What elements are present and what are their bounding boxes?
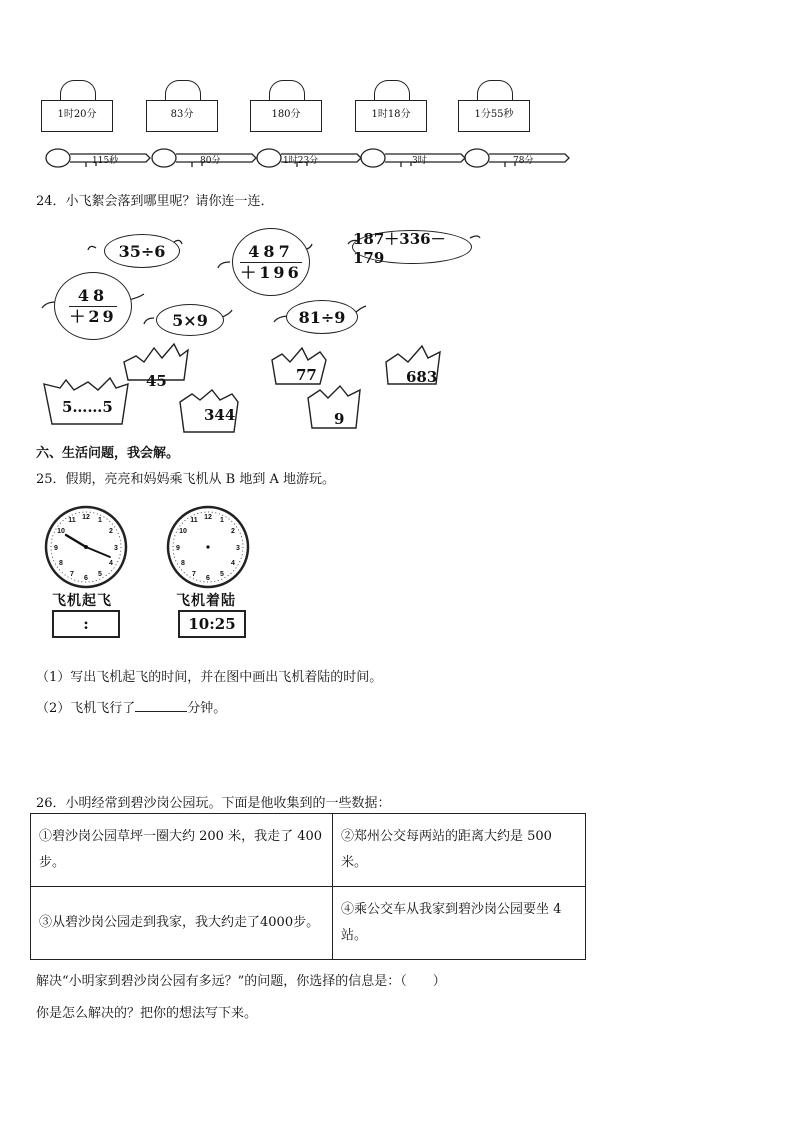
q25-title: 25．假期，亮亮和妈妈乘飞机从 B 地到 A 地游玩。 bbox=[36, 472, 336, 487]
keys-drawing bbox=[0, 140, 794, 180]
cloud-487-plus-196[interactable] bbox=[232, 228, 310, 296]
svg-text:9: 9 bbox=[176, 545, 180, 552]
cloud-top-number: 487 bbox=[248, 241, 294, 261]
key-2-label: 80分 bbox=[200, 156, 221, 166]
info-cell-4: ④乘公交车从我家到碧沙岗公园要坐 4 站。 bbox=[333, 887, 586, 960]
cloud-expression: 5×9 bbox=[172, 310, 208, 330]
takeoff-caption: 飞机起飞 bbox=[52, 593, 112, 609]
cloud-bottom-number: ＋29 bbox=[69, 306, 117, 326]
cloud-5-times-9[interactable] bbox=[156, 304, 224, 336]
table-row bbox=[31, 887, 586, 960]
grass-344[interactable]: 344 bbox=[204, 406, 236, 424]
svg-text:2: 2 bbox=[109, 528, 113, 535]
svg-text:12: 12 bbox=[82, 514, 90, 521]
grass-9[interactable]: 9 bbox=[334, 410, 345, 428]
cloud-expression: 81÷9 bbox=[298, 307, 346, 327]
svg-text:8: 8 bbox=[59, 560, 63, 567]
minutes-blank[interactable] bbox=[135, 699, 187, 712]
cloud-bottom-number: ＋196 bbox=[240, 262, 302, 282]
info-cell-1: ①碧沙岗公园草坪一圈大约 200 米，我走了 400 步。 bbox=[31, 814, 333, 887]
lock-shackle bbox=[477, 80, 513, 101]
section-6-title: 六、生活问题，我会解。 bbox=[36, 446, 180, 461]
svg-text:11: 11 bbox=[190, 517, 198, 524]
svg-text:12: 12 bbox=[204, 514, 212, 521]
key-3-label: 1时23分 bbox=[283, 156, 319, 166]
svg-text:6: 6 bbox=[206, 575, 210, 582]
svg-text:11: 11 bbox=[68, 517, 76, 524]
q25-sub2-prefix: （2）飞机飞行了 bbox=[36, 701, 136, 716]
clock-landing bbox=[166, 505, 250, 589]
svg-text:8: 8 bbox=[181, 560, 185, 567]
lock-shackle bbox=[165, 80, 201, 101]
svg-text:1: 1 bbox=[98, 517, 102, 524]
q26-title: 26．小明经常到碧沙岗公园玩。下面是他收集到的一些数据： bbox=[36, 796, 391, 811]
lock-shackle bbox=[60, 80, 96, 101]
svg-text:3: 3 bbox=[114, 545, 118, 552]
svg-text:5: 5 bbox=[220, 571, 224, 578]
grass-5-rem-5[interactable]: 5……5 bbox=[62, 398, 113, 416]
table-row bbox=[31, 814, 586, 887]
info-cell-2: ②郑州公交每两站的距离大约是 500米。 bbox=[333, 814, 586, 887]
info-table bbox=[30, 813, 586, 960]
svg-text:4: 4 bbox=[231, 560, 235, 567]
takeoff-time-box[interactable]: : bbox=[52, 610, 120, 638]
grass-tufts bbox=[0, 340, 794, 440]
grass-683[interactable]: 683 bbox=[406, 368, 438, 386]
svg-text:2: 2 bbox=[231, 528, 235, 535]
q25-sub2-suffix: 分钟。 bbox=[187, 701, 227, 716]
svg-text:10: 10 bbox=[57, 528, 65, 535]
key-1-label: 115秒 bbox=[92, 156, 119, 166]
q26-question: 解决“小明家到碧沙岗公园有多远？”的问题，你选择的信息是：（ ） bbox=[36, 974, 446, 989]
q25-sub2 bbox=[36, 697, 226, 716]
cloud-187-336-179[interactable] bbox=[352, 229, 472, 267]
svg-text:5: 5 bbox=[98, 571, 102, 578]
lock-shackle bbox=[269, 80, 305, 101]
cloud-expression: 187＋336－179 bbox=[353, 229, 446, 267]
lock-shackle bbox=[374, 80, 410, 101]
svg-text:7: 7 bbox=[192, 571, 196, 578]
svg-text:9: 9 bbox=[54, 545, 58, 552]
cloud-35-div-6[interactable] bbox=[104, 234, 180, 268]
landing-caption: 飞机着陆 bbox=[176, 593, 236, 609]
q26-prompt: 你是怎么解决的？把你的想法写下来。 bbox=[36, 1006, 258, 1021]
q24-title: 24．小飞絮会落到哪里呢？请你连一连． bbox=[36, 194, 274, 209]
info-cell-3: ③从碧沙岗公园走到我家，我大约走了4000步。 bbox=[31, 887, 333, 960]
svg-text:1: 1 bbox=[220, 517, 224, 524]
lock-5: 1分55秒 bbox=[458, 100, 530, 132]
clock-takeoff bbox=[44, 505, 128, 589]
lock-2: 83分 bbox=[146, 100, 218, 132]
lock-1: 1时20分 bbox=[41, 100, 113, 132]
key-4-label: 3时 bbox=[412, 156, 427, 166]
lock-4: 1时18分 bbox=[355, 100, 427, 132]
svg-text:6: 6 bbox=[84, 575, 88, 582]
grass-77[interactable]: 77 bbox=[296, 366, 317, 384]
svg-text:7: 7 bbox=[70, 571, 74, 578]
cloud-81-div-9[interactable] bbox=[286, 300, 358, 334]
key-5-label: 78分 bbox=[513, 156, 534, 166]
svg-text:3: 3 bbox=[236, 545, 240, 552]
svg-text:4: 4 bbox=[109, 560, 113, 567]
landing-time-box: 10:25 bbox=[178, 610, 246, 638]
grass-45[interactable]: 45 bbox=[146, 372, 167, 390]
lock-3: 180分 bbox=[250, 100, 322, 132]
q25-sub1: （1）写出飞机起飞的时间，并在图中画出飞机着陆的时间。 bbox=[36, 670, 383, 685]
cloud-top-number: 48 bbox=[77, 285, 109, 305]
cloud-48-plus-29[interactable] bbox=[54, 272, 132, 340]
svg-text:10: 10 bbox=[179, 528, 187, 535]
cloud-expression: 35÷6 bbox=[118, 241, 166, 261]
